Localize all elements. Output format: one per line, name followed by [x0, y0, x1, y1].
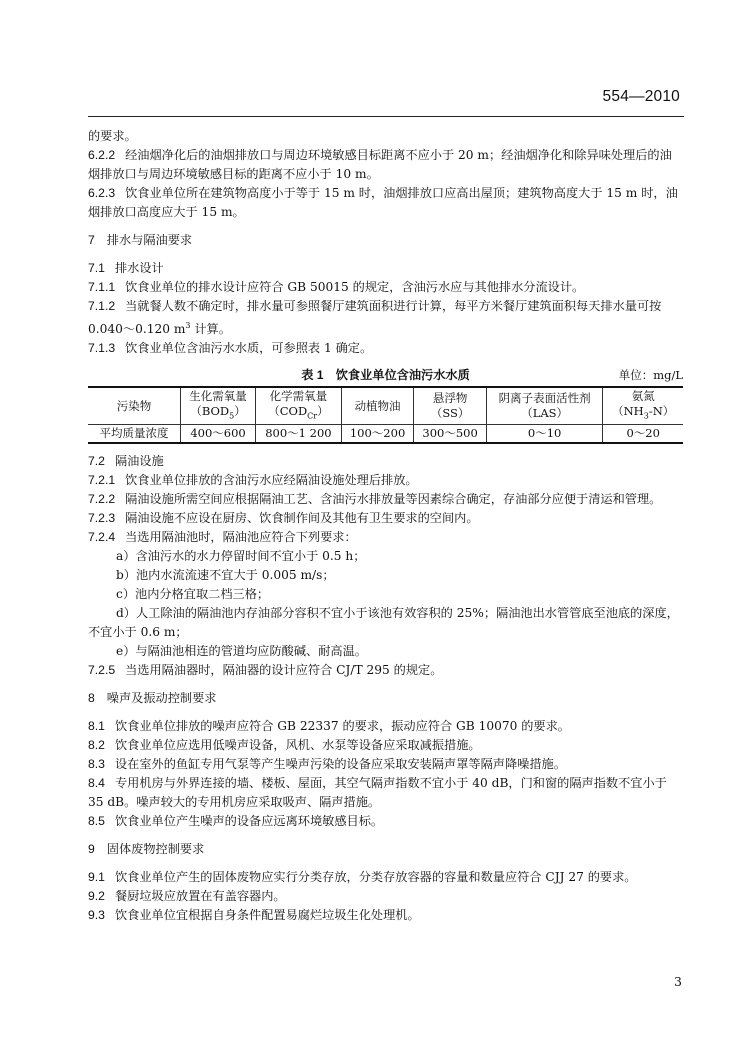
section-number: 8: [88, 691, 95, 706]
header-cell: [181, 387, 256, 425]
clause-number: 8.1: [88, 719, 105, 734]
table-cell: 100～200: [341, 425, 414, 444]
water-quality-table: [88, 386, 683, 444]
clause-text: 饮食业单位排放的含油污水应经隔油设施处理后排放。: [125, 473, 418, 488]
section-number: 7.1: [88, 261, 105, 275]
clause-text: 专用机房与外界连接的墙、楼板、屋面，其空气隔声指数不宜小于 40 dB，门和窗的隔声指数不宜小于 35 dB。噪声较大的专用机房应采取吸声、隔声措施。: [88, 776, 667, 810]
clause-text: 当选用隔油池时，隔油池应符合下列要求：: [125, 530, 357, 545]
header-line: [605, 404, 681, 423]
list-item: b）池内水流流速不宜大于 0.005 m/s；: [116, 568, 335, 583]
table-cell: 400～600: [181, 425, 256, 444]
section-number: 9: [88, 842, 95, 857]
clause-number: 8.2: [88, 738, 105, 753]
clause-text: 饮食业单位宜根据自身条件配置易腐烂垃圾生化处理机。: [114, 908, 420, 923]
section-number: 7.2: [88, 454, 105, 469]
list-item: d）人工除油的隔油池内存油部分容积不宜小于该池有效容积的 25%；隔油池出水管管底至池底的深度，不宜小于 0.6 m；: [88, 606, 679, 640]
clause-number: 8.4: [88, 776, 105, 791]
clause-7-2-1: [88, 471, 683, 490]
page-number: 3: [674, 974, 682, 989]
header-line-part: （BOD: [190, 404, 230, 419]
table-cell: 平均质量浓度: [88, 425, 181, 444]
table-data-row: [88, 425, 683, 444]
subscript: Cr: [307, 411, 318, 421]
list-item: c）池内分格宜取二档三格；: [116, 587, 270, 602]
clause-number: 6.2.3: [88, 186, 116, 200]
clause-text: 饮食业单位排放的噪声应符合 GB 22337 的要求，振动应符合 GB 10070 的要求。: [114, 719, 570, 734]
section-7-2-heading: [88, 452, 683, 471]
clause-text-end: 计算。: [190, 322, 231, 337]
clause-text: 经油烟净化后的油烟排放口与周边环境敏感目标距离不应小于 20 m；经油烟净化和除异味处理后的油烟排放口与周边环境敏感目标的距离不应小于 10 m。: [88, 148, 672, 181]
clause-number: 9.1: [88, 870, 105, 885]
list-item: e）与隔油池相连的管道均应防酸碱、耐高温。: [116, 644, 367, 659]
clause-text: 饮食业单位含油污水水质，可参照表 1 确定。: [125, 341, 373, 356]
header-line: 生化需氧量: [189, 389, 247, 404]
clause-number: 9.3: [88, 908, 105, 923]
clause-8-3: [88, 755, 683, 774]
header-line: （LAS）: [521, 406, 569, 421]
clause-6-2-3: [88, 184, 683, 222]
clause-number: 7.2.3: [88, 511, 116, 526]
header-cell: [256, 387, 342, 425]
clause-7-2-4: [88, 528, 683, 547]
header-line: 氨氮: [631, 389, 655, 404]
header-line: 污染物: [116, 398, 152, 413]
header-cell: [341, 387, 414, 425]
clause-number: 7.1.3: [88, 341, 116, 356]
clause-7-2-5: [88, 661, 683, 680]
header-line-part: （COD: [268, 404, 308, 419]
clause-number: 7.1.1: [88, 280, 116, 294]
superscript: 3: [185, 321, 191, 330]
clause-7-2-3: [88, 509, 683, 528]
header-line: 悬浮物: [432, 391, 468, 406]
clause-number: 7.2.1: [88, 473, 116, 488]
header-cell: [486, 387, 603, 425]
clause-text: 饮食业单位产生的固体废物应实行分类存放，分类存放容器的容量和数量应符合 CJJ 27 的要求。: [114, 870, 637, 885]
clause-text: 隔油设施不应设在厨房、饮食制作间及其他有卫生要求的空间内。: [125, 511, 479, 526]
section-8-heading: [88, 689, 683, 708]
section-7-1-heading: [88, 259, 683, 278]
list-item: a）含油污水的水力停留时间不宜小于 0.5 h；: [116, 549, 366, 564]
header-line: [183, 404, 253, 423]
clause-text: 饮食业单位所在建筑物高度小于等于 15 m 时，油烟排放口应高出屋顶；建筑物高度大于 15 m 时，油烟排放口高度应大于 15 m。: [88, 186, 678, 219]
section-number: 7: [88, 233, 95, 247]
clause-9-3: [88, 906, 683, 925]
section-7-heading: [88, 231, 683, 250]
subscript: 3: [643, 411, 649, 421]
header-line: 化学需氧量: [269, 389, 328, 404]
clause-text: 设在室外的鱼缸专用气泵等产生噪声污染的设备应采取安装隔声罩等隔声降噪措施。: [114, 757, 566, 772]
header-line-part: ）: [234, 404, 246, 419]
section-title: 隔油设施: [114, 454, 164, 469]
header-line: 动植物油: [354, 398, 401, 413]
clause-number: 6.2.2: [88, 148, 116, 162]
clause-7-1-1: [88, 278, 683, 297]
clause-text: 饮食业单位应选用低噪声设备，风机、水泵等设备应采取减振措施。: [114, 738, 481, 753]
clause-8-5: [88, 812, 683, 831]
clause-text: 当就餐人数不确定时，排水量可参照餐厅建筑面积进行计算，每平方米餐厅建筑面积每天排水量可按 0.040～0.120 m: [88, 299, 662, 337]
standard-number: 554—2010: [602, 88, 680, 105]
clause-text: 餐厨垃圾应放置在有盖容器内。: [114, 889, 286, 904]
header-line-part: （NH: [612, 404, 644, 419]
clause-text: 饮食业单位产生噪声的设备应远离环境敏感目标。: [114, 814, 384, 829]
clause-number: 7.2.2: [88, 492, 116, 507]
table-cell: 800～1 200: [256, 425, 342, 444]
document-body: [88, 127, 683, 925]
clause-7-1-2: [88, 297, 683, 339]
clause-8-4: [88, 774, 683, 812]
header-line: [258, 404, 339, 423]
continued-text: 的要求。: [88, 129, 137, 143]
subscript: 5: [229, 411, 235, 421]
clause-9-2: [88, 887, 683, 906]
clause-8-1: [88, 717, 683, 736]
header-line: 阴离子表面活性剂: [498, 391, 591, 406]
clause-number: 7.1.2: [88, 299, 116, 313]
section-9-heading: [88, 840, 683, 859]
header-cell: [414, 387, 487, 425]
section-title: 噪声及振动控制要求: [106, 691, 217, 706]
clause-text: 当选用隔油器时，隔油器的设计应符合 CJ/T 295 的规定。: [125, 663, 443, 678]
table-cell: 0～10: [486, 425, 603, 444]
clause-number: 7.2.5: [88, 663, 116, 678]
section-title: 固体废物控制要求: [106, 842, 205, 857]
table-unit: 单位：mg/L: [618, 368, 683, 383]
header-cell: [88, 387, 181, 425]
clause-number: 9.2: [88, 889, 105, 904]
table-cell: 300～500: [414, 425, 487, 444]
clause-7-2-2: [88, 490, 683, 509]
header-cell: [603, 387, 683, 425]
section-title: 排水与隔油要求: [106, 233, 193, 247]
header-line-part: ）: [317, 404, 329, 419]
clause-9-1: [88, 868, 683, 887]
clause-8-2: [88, 736, 683, 755]
header-line: （SS）: [430, 406, 470, 421]
header-line-part: -N）: [648, 404, 675, 419]
section-title: 排水设计: [114, 261, 164, 275]
clause-6-2-2: [88, 146, 683, 184]
table-caption: 表 1 饮食业单位含油污水水质: [301, 368, 470, 383]
table-caption-row: [88, 366, 683, 386]
clause-number: 8.5: [88, 814, 105, 829]
clause-number: 8.3: [88, 757, 105, 772]
clause-7-1-3: [88, 339, 683, 358]
table-header-row: [88, 387, 683, 425]
header-rule: [88, 116, 684, 117]
clause-text: 饮食业单位的排水设计应符合 GB 50015 的规定，含油污水应与其他排水分流设计。: [125, 280, 585, 294]
clause-number: 7.2.4: [88, 530, 116, 545]
table-cell: 0～20: [603, 425, 683, 444]
clause-text: 隔油设施所需空间应根据隔油工艺、含油污水排放量等因素综合确定，存油部分应便于清运和管理。: [125, 492, 662, 507]
